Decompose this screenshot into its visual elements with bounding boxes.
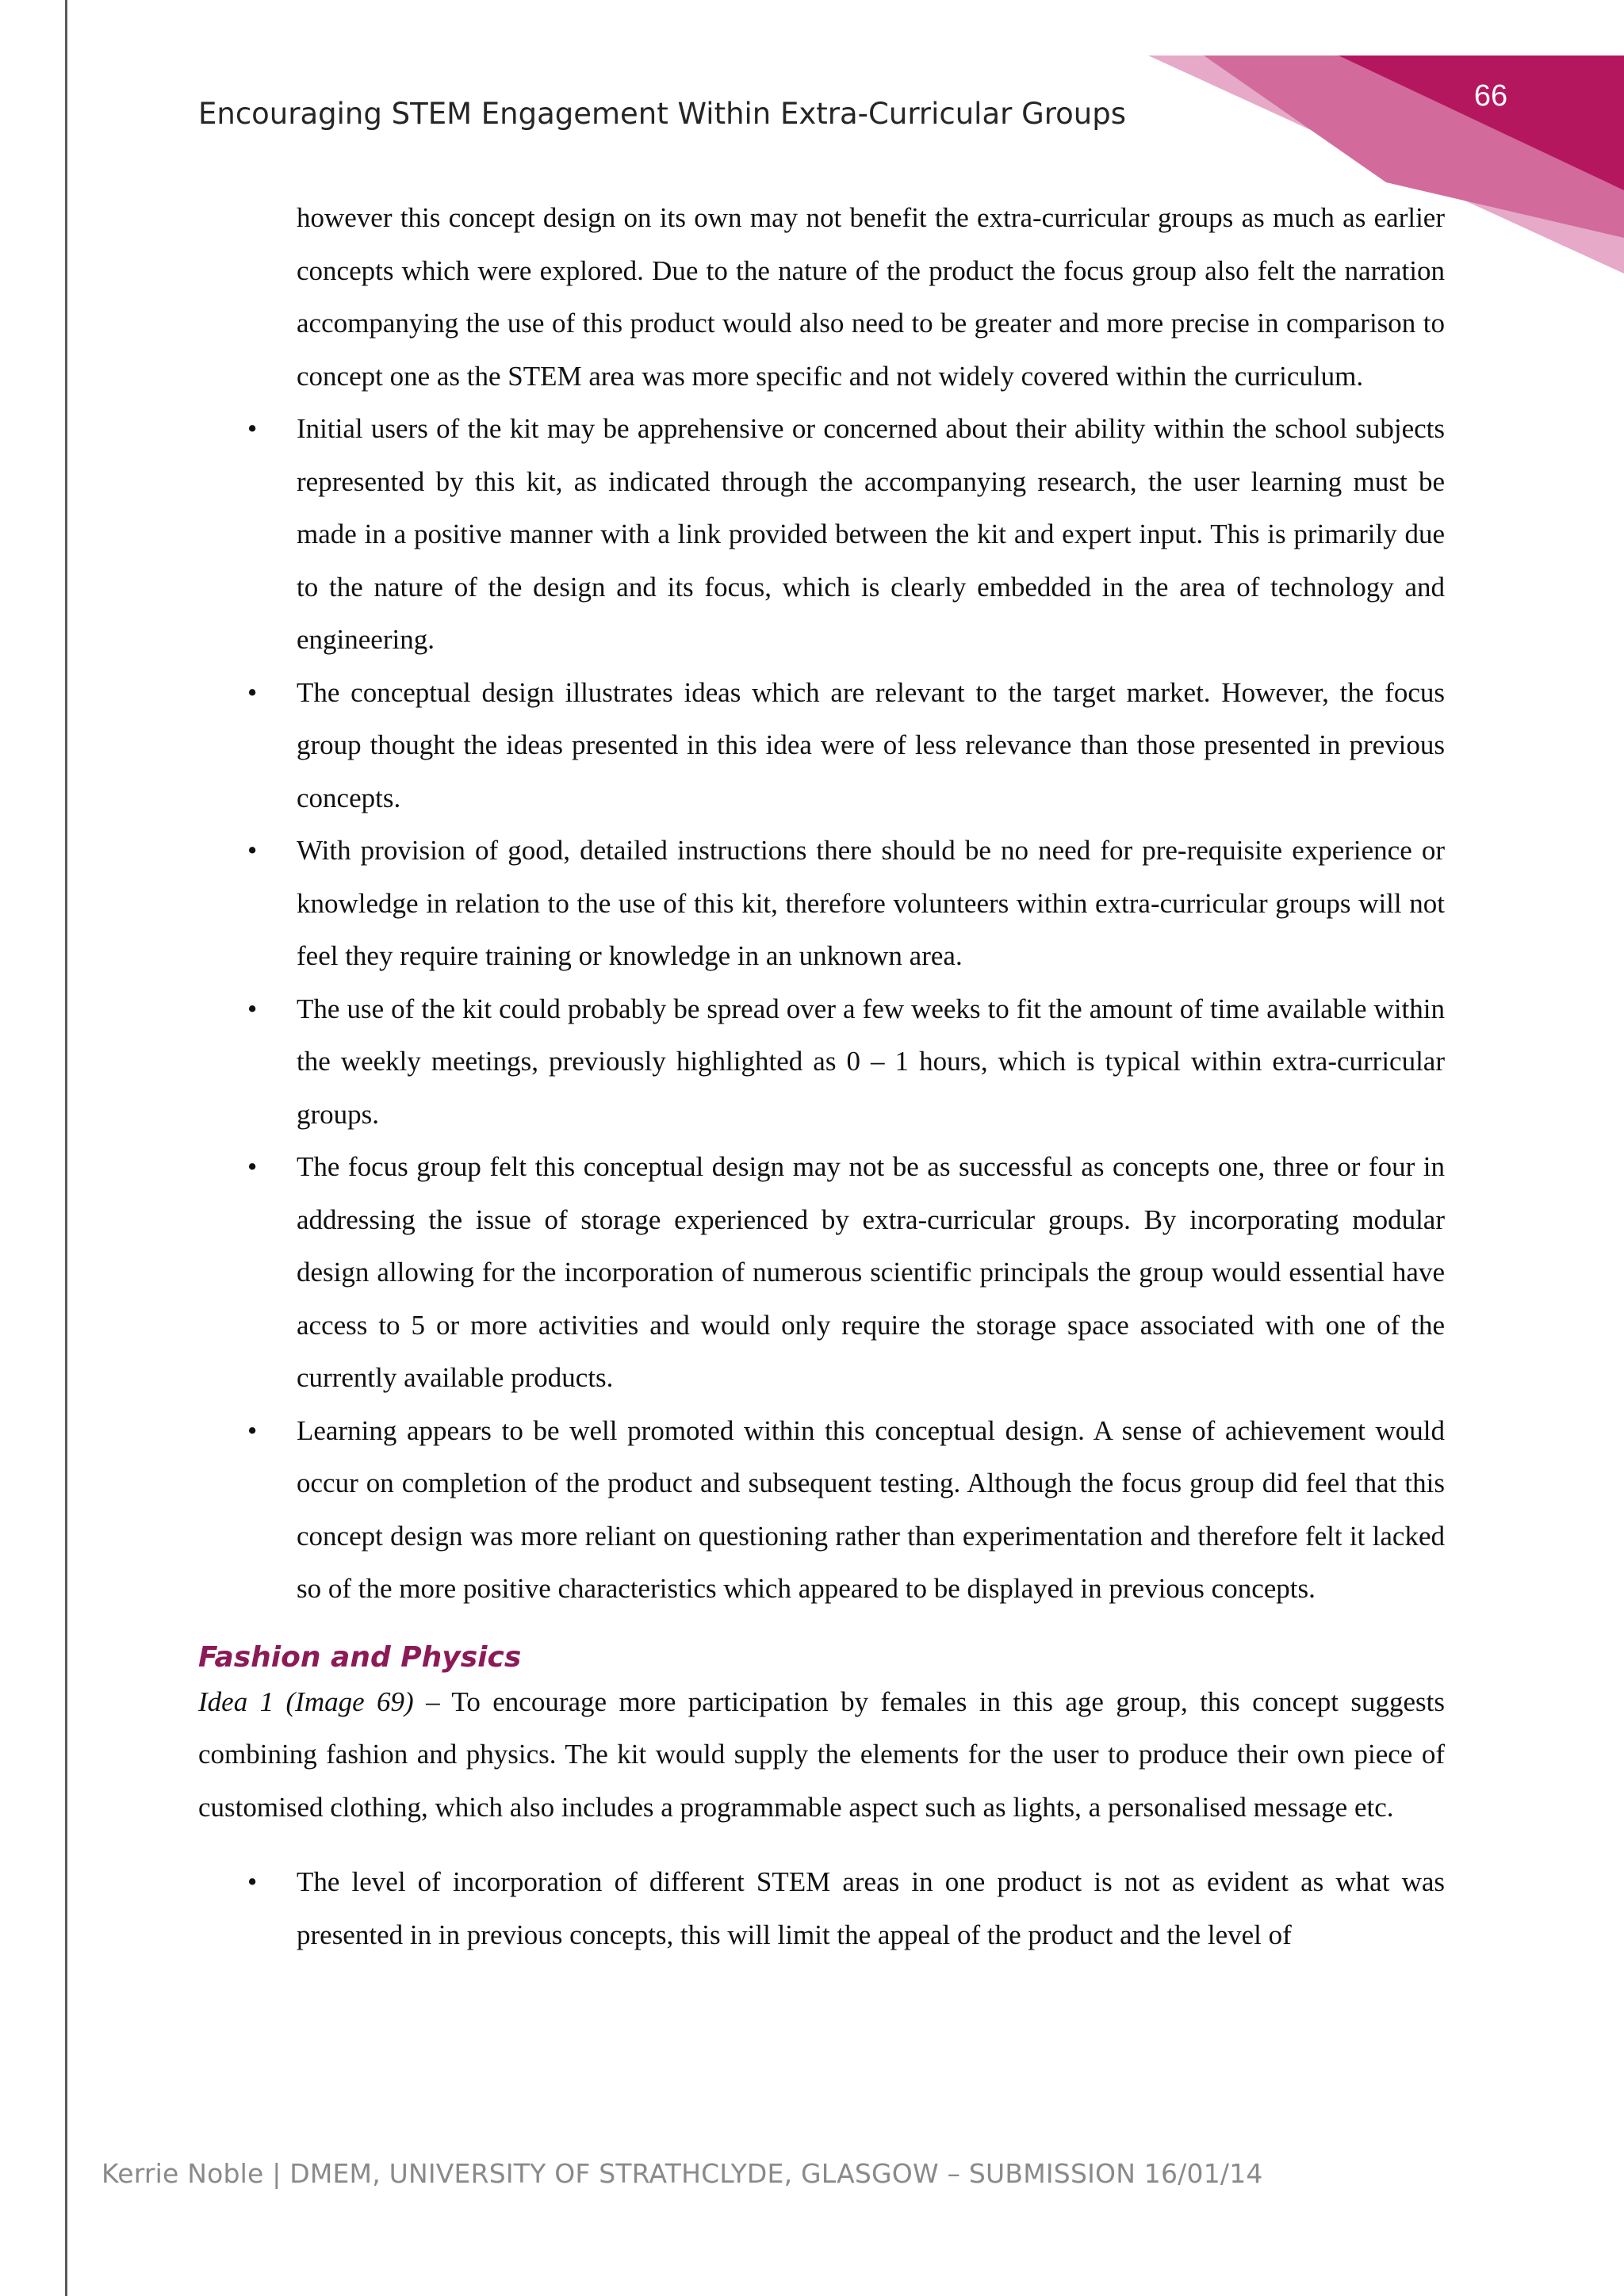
bullet-item: • Initial users of the kit may be apprehensive or concerned about their ability within the school subjects represented by this kit, as indicated through the accompanying research, the user learning must be made in a positive manner with a link provided between the kit and expert input. This is primarily due to the nature of the design and its focus, which is clearly embedded in the area of technology and engineering. — [198, 403, 1445, 667]
page-footer: Kerrie Noble | DMEM, UNIVERSITY OF STRATHCLYDE, GLASGOW – SUBMISSION 16/01/14 — [102, 2158, 1263, 2189]
idea-text: – To encourage more participation by females in this age group, this concept suggests combining fashion and physics. The kit would supply the elements for the user to produce their own piece of customised clothing, which also includes a programmable aspect such as lights, a personalised message etc. — [198, 1686, 1446, 1823]
section-heading: Fashion and Physics — [198, 1640, 522, 1674]
running-header: Encouraging STEM Engagement Within Extra-Curricular Groups — [198, 97, 1127, 131]
bullet-item: • The focus group felt this conceptual design may not be as successful as concepts one, three or four in addressing the issue of storage experienced by extra-curricular groups. By incorporating modular design allowing for the incorporation of numerous scientific principals the group would essential have access to 5 or more activities and would only require the storage space associated with one of the currently available products. — [198, 1141, 1445, 1405]
page-margin-line — [65, 0, 67, 2296]
main-content — [198, 192, 1445, 1961]
bullet-item: • With provision of good, detailed instructions there should be no need for pre-requisite experience or knowledge in relation to the use of this kit, therefore volunteers within extra-curricular groups will not feel they require training or knowledge in an unknown area. — [198, 825, 1445, 983]
continuation-paragraph: however this concept design on its own may not benefit the extra-curricular groups as much as earlier concepts which were explored. Due to the nature of the product the focus group also felt the narration accompanying the use of this product would also need to be greater and more precise in comparison to concept one as the STEM area was more specific and not widely covered within the curriculum. — [297, 202, 1445, 392]
page-number: 66 — [1473, 79, 1508, 113]
section-bullet-list — [198, 1856, 1445, 1961]
bullet-item: • The level of incorporation of different STEM areas in one product is not as evident as what was presented in in previous concepts, this will limit the appeal of the product and the level of — [198, 1856, 1445, 1961]
idea-paragraph — [198, 1676, 1445, 1835]
bullet-item: • The use of the kit could probably be spread over a few weeks to fit the amount of time available within the weekly meetings, previously highlighted as 0 – 1 hours, which is typical within extra-curricular groups. — [198, 983, 1445, 1142]
evaluation-bullet-list — [198, 403, 1445, 1616]
idea-label: Idea 1 (Image 69) — [198, 1686, 414, 1717]
bullet-item: • Learning appears to be well promoted within this conceptual design. A sense of achievement would occur on completion of the product and subsequent testing. Although the focus group did feel that this concept design was more reliant on questioning rather than experimentation and therefore felt it lacked so of the more positive characteristics which appeared to be displayed in previous concepts. — [198, 1405, 1445, 1616]
bullet-item: • The conceptual design illustrates ideas which are relevant to the target market. However, the focus group thought the ideas presented in this idea were of less relevance than those presented in previous concepts. — [198, 667, 1445, 825]
